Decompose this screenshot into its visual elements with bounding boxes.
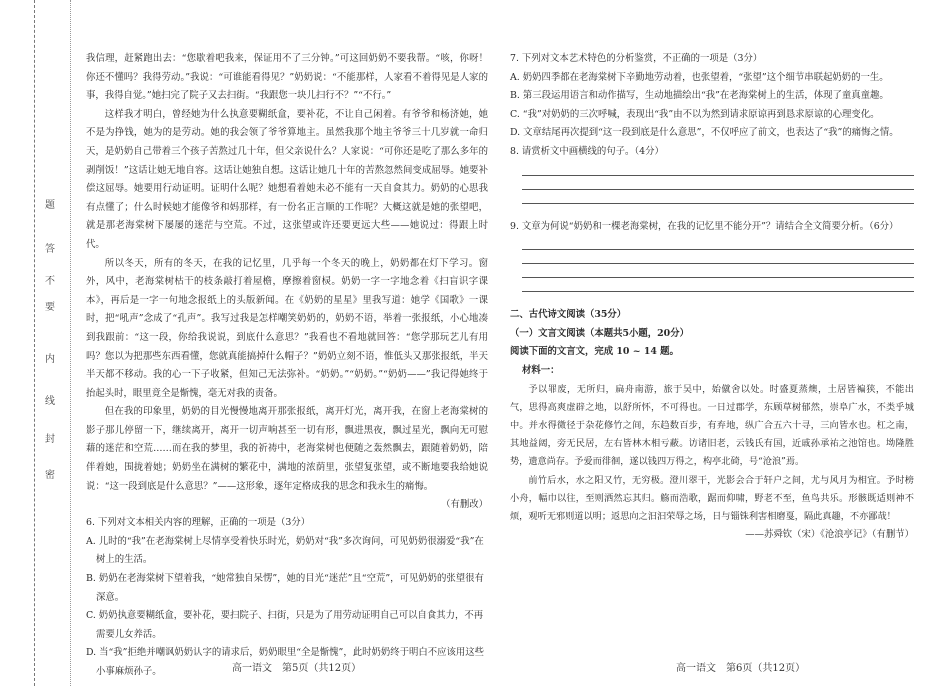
answer-line[interactable] [522, 263, 914, 264]
question-7-option-a: A. 奶奶四季都在老海棠树下辛勤地劳动着，也张望着，“张望”这个细节串联起奶奶的一生。 [510, 71, 889, 83]
question-7-option-b: B. 第三段运用语言和动作描写，生动地描绘出“我”在老海棠树上的生活，体现了童真童趣。 [510, 90, 889, 102]
binding-char: 答 [45, 244, 55, 255]
answer-line[interactable] [522, 291, 914, 292]
question-6-stem: 6. 下列对文本相关内容的理解，正确的一项是（3分） [86, 517, 311, 529]
question-7-stem: 7. 下列对文本艺术特色的分析鉴赏，不正确的一项是（3分） [510, 53, 763, 64]
right-page [510, 50, 914, 544]
page-footer-right: 高一语文 第6页（共12页） [676, 663, 806, 674]
binding-char: 要 [45, 302, 55, 313]
question-6-option-d: D. 当“我”拒绝并嘲讽奶奶认字的请求后，奶奶眼里“全是惭愧”，此时奶奶终于明白不应该用这些小事麻烦孙子。 [86, 647, 484, 677]
binding-cut-line [34, 0, 35, 686]
binding-margin [0, 0, 60, 686]
question-6-option-c: C. 奶奶执意要糊纸盒，要补花，要扫院子、扫街，只是为了用劳动证明自己可以自食其力，不再需要儿女养活。 [86, 610, 484, 640]
answer-line[interactable] [522, 277, 914, 278]
answer-line[interactable] [522, 249, 914, 250]
text-attribution: ——苏舜钦（宋）《沧浪亭记》（有删节） [745, 529, 914, 541]
source-note: （有删改） [441, 499, 488, 511]
answer-line[interactable] [522, 189, 914, 190]
passage-paragraph: 我信理，赶紧跑出去：“您歇着吧我来，保证用不了三分钟。”可这回奶奶不要我帮。“咳，你呀！你还不懂吗？我得劳动。”我说：“可谁能看得见？”奶奶说：“不能那样，人家看不着得见是人家的事，我得自觉。”她扫完了院子又去扫街。“我跟您一块儿扫行不？”“不行。” [86, 53, 488, 102]
binding-char: 密 [45, 470, 55, 481]
material-label: 材料一： [522, 364, 560, 376]
binding-char: 不 [45, 276, 55, 287]
question-7-option-d: D. 文章结尾再次提到“这一段到底是什么意思”，不仅呼应了前文，也表达了“我”的痛悔之情。 [510, 127, 899, 139]
left-page [86, 50, 488, 682]
passage-paragraph: 所以冬天，所有的冬天，在我的记忆里，几乎每一个冬天的晚上，奶奶都在灯下学习。窗外，风中，老海棠树枯干的枝条敲打着屋檐，摩擦着窗棂。奶奶一字一字地念着《扫盲识字课本》，再后是一字一句地念报纸上的头版新闻。在《奶奶的星星》里我写道：她学《国歌》一课时，把“吼声”念成了“孔声”。我写过我是怎样嘲笑奶奶的，奶奶不语，举着一张报纸，小心地凑到我跟前：“这一段，你给我说说，到底什么意思？”我看也不看地就回答：“您学那玩艺儿有用吗？您以为把那些东西看懂，您就真能搞掉什么帽子？”奶奶立刻不语，惟低头又那张报纸，半天半天都不移动。我的心一下子收紧，但知己无法弥补。“奶奶。”“奶奶。”“奶奶——”我记得她终于抬起头时，眼里竟全是惭愧，毫无对我的责备。 [86, 257, 488, 399]
passage-paragraph: 这样我才明白，曾经她为什么执意要糊纸盒，要补花，不让自己闲着。有爷爷和杨济她，她不是为挣钱，她为的是劳动。她的我会领了爷爷算地主。虽然我那个地主爷爷三十几岁就一命归天，是奶奶自己带着三个孩子苦熬过几十年，但父亲说什么？人家说：“可你还是吃了那么多年的剥削饭！”这话让她无地自容。这话让她独自想。这话让她几十年的苦熬忽然间变成屈辱。她要补偿这屈辱。她要用行动证明。证明什么呢？她想看着她未必不能有一天自食其力。奶奶的心思我有点懂了；什么时候她才能像爷和妈那样，有一份名正言顺的工作呢？大概这就是她的张望吧，就是那老海棠树下屡屡的迷茫与空荒。不过，这张望或许还要更远大些——她说过：得跟上时代。 [86, 108, 488, 250]
binding-char: 题 [45, 200, 55, 211]
binding-char: 内 [45, 354, 55, 365]
subsection-title: （一）文言文阅读（本题共5小题，20分） [510, 327, 689, 339]
classical-text-paragraph: 予以罪废，无所归，扁舟南游，旅于吴中，始僦舍以处。时盛夏蒸燠，土居皆褊狭，不能出气，思得高爽虚辟之地，以舒所怀，不可得也。一日过郡学，东顾草树郁然，崇阜广水，不类乎城中。并水得微径于杂花修竹之间，东趋数百步，有弃地，纵广合五六十寻，三向皆水也。杠之南，其地益阔，旁无民居，左右皆林木相亏蔽。访诸旧老，云钱氏有国，近戚孙承祐之池馆也。坳隆胜势，遗意尚存。予爱而徘徊，遂以钱四万得之，构亭北碕，号“沧浪”焉。 [510, 383, 914, 468]
binding-char: 封 [45, 434, 55, 445]
classical-text-paragraph: 前竹后水，水之阳又竹，无穷极。澄川翠干，光影会合于轩户之间，尤与风月为相宜。予时榜小舟，幅巾以往，至则洒然忘其归。觞而浩歌，踞而仰啸，野老不至，鱼鸟共乐。形骸既适则神不烦，观听无邪则道以明；返思向之汩汩荣辱之场，日与锱铢利害相磨戛，隔此真趣，不亦鄙哉！ [510, 474, 914, 522]
question-6-option-b: B. 奶奶在老海棠树下望着我，“她常独自呆愣”，她的目光“迷茫”且“空荒”，可见奶奶的张望很有深意。 [86, 573, 484, 603]
answer-line[interactable] [522, 175, 914, 176]
answer-line[interactable] [522, 203, 914, 204]
question-7-option-c: C. “我”对奶奶的三次呼喊，表现出“我”由不以为然到请求原谅再到恳求原谅的心理变化。 [510, 108, 880, 120]
question-6-option-a: A. 儿时的“我”在老海棠树上尽情享受着快乐时光，奶奶对“我”多次询问，可见奶奶很溺爱“我”在树上的生活。 [86, 535, 484, 566]
passage-paragraph: 但在我的印象里，奶奶的目光慢慢地离开那张报纸，离开灯光，离开我，在窗上老海棠树的影子那儿停留一下，继续离开，离开一切声响甚至一切有形，飘进黑夜，飘过星光，飘向无可慰藉的迷茫和空荒……而在我的梦里，我的祈祷中，老海棠树也便随之轰然飘去，跟随着奶奶，陪伴着她，围拢着她；奶奶坐在满树的繁花中，满地的浓荫里，张望复张望，或不断地要我给她说说：“这一段到底是什么意思？”——这形象，逐年定格成我的思念和我永生的痛悔。 [86, 406, 488, 492]
question-9-stem: 9. 文章为何说“奶奶和一棵老海棠树，在我的记忆里不能分开”？请结合全文简要分析。（6分） [510, 220, 899, 232]
section-title: 二、古代诗文阅读（35分） [510, 309, 627, 321]
reading-instruction: 阅读下面的文言文，完成 10 ~ 14 题。 [510, 346, 679, 358]
binding-char: 线 [45, 396, 55, 407]
margin-dotted-line [70, 0, 71, 686]
page-footer-left: 高一语文 第5页（共12页） [232, 663, 362, 674]
question-8-stem: 8. 请赏析文中画横线的句子。（4分） [510, 145, 664, 157]
